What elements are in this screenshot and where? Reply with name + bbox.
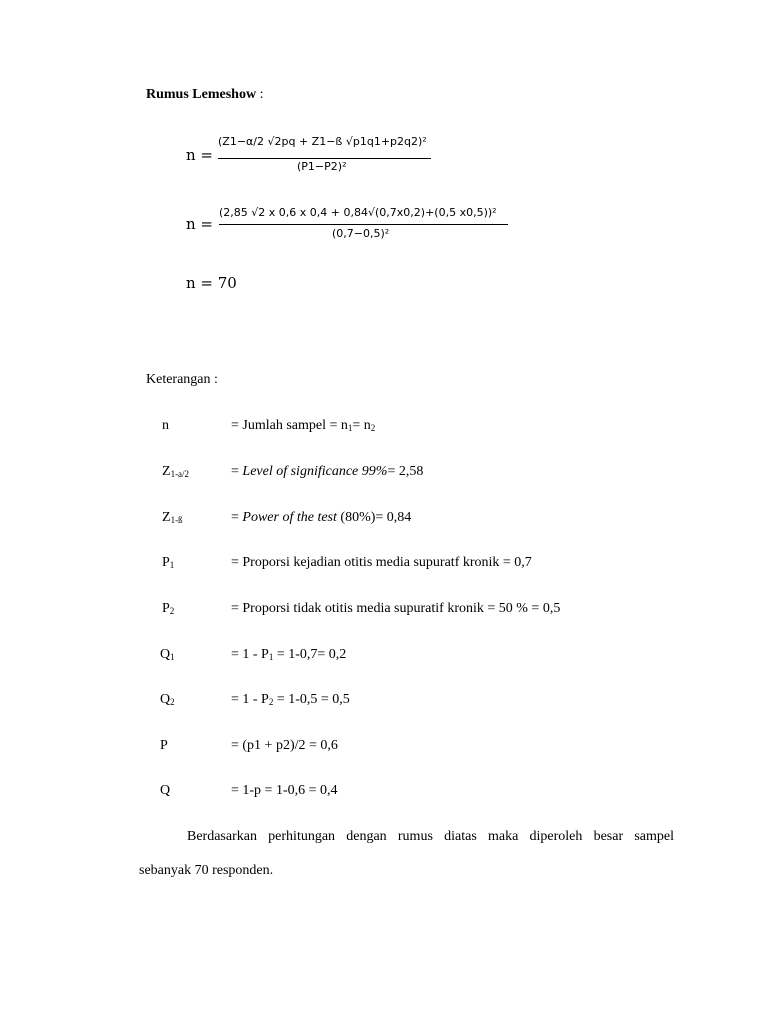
definition-symbol: $Q_2$ xyxy=(160,692,175,707)
definition-symbol: P xyxy=(160,738,168,753)
definition-description: = 1-p = 1-0,6 = 0,4 xyxy=(231,783,338,798)
definition-description: = Proporsi tidak otitis media supuratif kronik = 50 % = 0,5 xyxy=(231,601,561,616)
formula-2-lhs: n = xyxy=(186,215,213,233)
formula-1-lhs: n = xyxy=(186,146,213,164)
formula-1-fraction-bar xyxy=(218,158,431,159)
definition-symbol: $Z_{1-ß}$ xyxy=(162,510,183,525)
definition-description: = $1 - P_1 = 1-0,7= 0,2$ xyxy=(231,647,347,662)
formula-1-numerator: (Z1−α/2 √2pq + Z1−ß √p1q1+p2q2)² xyxy=(218,135,427,148)
title-bold: Rumus Lemeshow xyxy=(146,87,257,102)
definition-description: = Jumlah sampel = $n_1= n_2$ xyxy=(231,418,376,433)
paragraph-line-2: sebanyak 70 responden. xyxy=(139,863,274,878)
formula-2-denominator: (0,7−0,5)² xyxy=(332,227,390,240)
definition-symbol: n xyxy=(162,418,169,433)
paragraph-line-1: Berdasarkan perhitungan dengan rumus diatas maka diperoleh besar sampel xyxy=(187,829,674,844)
definition-description: = (p1 + p2)/2 = 0,6 xyxy=(231,738,338,753)
definition-symbol: $P_1$ xyxy=(162,555,175,570)
definition-description: = Power of the test (80%)= 0,84 xyxy=(231,510,412,525)
formula-1-denominator: (P1−P2)² xyxy=(297,160,347,173)
title-suffix: : xyxy=(256,87,264,102)
formula-2-fraction-bar xyxy=(219,224,508,225)
formula-2-numerator: (2,85 √2 x 0,6 x 0,4 + 0,84√(0,7x0,2)+(0,5 x0,5))² xyxy=(219,206,497,219)
definition-symbol: $Q_1$ xyxy=(160,647,175,662)
definition-symbol: $Z_{1-a/2}$ xyxy=(162,464,190,479)
section-title xyxy=(146,87,263,103)
keterangan-label: Keterangan : xyxy=(146,372,218,387)
definition-description: = $1 - P_2 = 1-0,5 = 0,5$ xyxy=(231,692,350,707)
definition-description: = Proporsi kejadian otitis media supuratf kronik = 0,7 xyxy=(231,555,532,570)
definition-symbol: $P_2$ xyxy=(162,601,175,616)
definition-description: = Level of significance 99%= 2,58 xyxy=(231,464,424,479)
result-equation: n = 70 xyxy=(186,274,237,292)
definition-symbol: Q xyxy=(160,783,171,798)
